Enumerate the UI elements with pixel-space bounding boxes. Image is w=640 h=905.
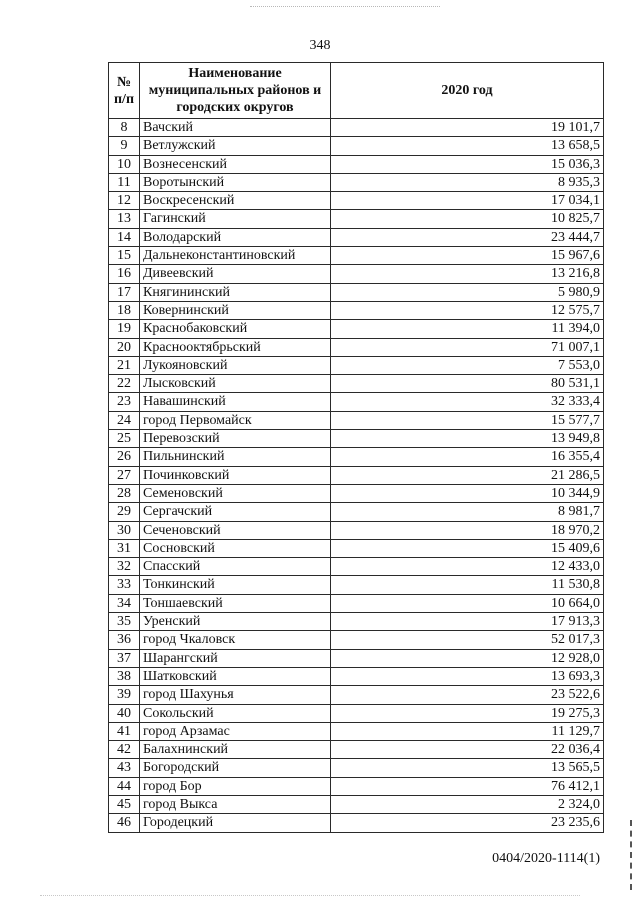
row-value: 15 967,6: [331, 247, 604, 265]
row-value: 13 693,3: [331, 667, 604, 685]
row-number: 33: [109, 576, 140, 594]
row-value: 12 928,0: [331, 649, 604, 667]
row-district-name: город Арзамас: [140, 722, 331, 740]
row-number: 14: [109, 228, 140, 246]
row-value: 23 444,7: [331, 228, 604, 246]
row-district-name: Ковернинский: [140, 301, 331, 319]
row-value: 2 324,0: [331, 795, 604, 813]
table-row: [109, 722, 604, 740]
header-year: 2020 год: [331, 63, 604, 119]
row-number: 10: [109, 155, 140, 173]
row-number: 13: [109, 210, 140, 228]
row-district-name: Гагинский: [140, 210, 331, 228]
row-number: 34: [109, 594, 140, 612]
scan-edge-marks: [630, 820, 634, 890]
table-row: [109, 558, 604, 576]
row-district-name: Вачский: [140, 119, 331, 137]
row-number: 8: [109, 119, 140, 137]
row-value: 21 286,5: [331, 466, 604, 484]
row-district-name: Сергачский: [140, 503, 331, 521]
row-district-name: Воротынский: [140, 173, 331, 191]
row-district-name: Перевозский: [140, 430, 331, 448]
row-number: 31: [109, 539, 140, 557]
row-district-name: Шарангский: [140, 649, 331, 667]
row-number: 28: [109, 484, 140, 502]
table-row: [109, 539, 604, 557]
row-value: 19 101,7: [331, 119, 604, 137]
table-row: [109, 430, 604, 448]
row-district-name: Починковский: [140, 466, 331, 484]
row-value: 17 034,1: [331, 192, 604, 210]
row-district-name: Уренский: [140, 613, 331, 631]
row-number: 15: [109, 247, 140, 265]
table-row: [109, 795, 604, 813]
table-row: [109, 649, 604, 667]
row-district-name: Лукояновский: [140, 356, 331, 374]
table-row: [109, 814, 604, 832]
row-number: 43: [109, 759, 140, 777]
row-district-name: Княгининский: [140, 283, 331, 301]
row-district-name: Краснооктябрьский: [140, 338, 331, 356]
table-body: [109, 119, 604, 833]
row-value: 76 412,1: [331, 777, 604, 795]
row-value: 12 575,7: [331, 301, 604, 319]
row-district-name: Воскресенский: [140, 192, 331, 210]
row-value: 32 333,4: [331, 393, 604, 411]
top-scan-rule: [250, 6, 440, 7]
row-value: 15 036,3: [331, 155, 604, 173]
row-district-name: город Бор: [140, 777, 331, 795]
row-number: 35: [109, 613, 140, 631]
row-number: 29: [109, 503, 140, 521]
row-district-name: Вознесенский: [140, 155, 331, 173]
row-number: 16: [109, 265, 140, 283]
row-number: 27: [109, 466, 140, 484]
row-district-name: Краснобаковский: [140, 320, 331, 338]
row-value: 11 394,0: [331, 320, 604, 338]
row-number: 44: [109, 777, 140, 795]
row-number: 17: [109, 283, 140, 301]
row-district-name: Володарский: [140, 228, 331, 246]
row-value: 22 036,4: [331, 741, 604, 759]
table-row: [109, 119, 604, 137]
table-row: [109, 631, 604, 649]
row-value: 11 129,7: [331, 722, 604, 740]
table-row: [109, 338, 604, 356]
row-number: 41: [109, 722, 140, 740]
row-value: 18 970,2: [331, 521, 604, 539]
table-row: [109, 576, 604, 594]
row-district-name: Городецкий: [140, 814, 331, 832]
row-district-name: Дальнеконстантиновский: [140, 247, 331, 265]
row-value: 19 275,3: [331, 704, 604, 722]
row-value: 52 017,3: [331, 631, 604, 649]
table-row: [109, 759, 604, 777]
row-district-name: Дивеевский: [140, 265, 331, 283]
document-code: 0404/2020-1114(1): [492, 851, 600, 866]
row-district-name: Шатковский: [140, 667, 331, 685]
table-row: [109, 137, 604, 155]
table-row: [109, 521, 604, 539]
row-number: 19: [109, 320, 140, 338]
row-district-name: Тоншаевский: [140, 594, 331, 612]
row-value: 13 949,8: [331, 430, 604, 448]
row-number: 26: [109, 448, 140, 466]
row-value: 8 981,7: [331, 503, 604, 521]
row-value: 13 658,5: [331, 137, 604, 155]
table-row: [109, 210, 604, 228]
table-row: [109, 192, 604, 210]
row-district-name: Сокольский: [140, 704, 331, 722]
row-value: 15 577,7: [331, 411, 604, 429]
row-value: 13 565,5: [331, 759, 604, 777]
row-value: 7 553,0: [331, 356, 604, 374]
row-value: 10 664,0: [331, 594, 604, 612]
row-number: 38: [109, 667, 140, 685]
bottom-scan-rule: [40, 895, 580, 896]
row-value: 16 355,4: [331, 448, 604, 466]
row-number: 11: [109, 173, 140, 191]
row-district-name: Сеченовский: [140, 521, 331, 539]
row-district-name: Спасский: [140, 558, 331, 576]
budget-table: [108, 62, 604, 833]
table-row: [109, 265, 604, 283]
table-row: [109, 283, 604, 301]
row-number: 39: [109, 686, 140, 704]
row-district-name: Семеновский: [140, 484, 331, 502]
table-row: [109, 777, 604, 795]
row-value: 10 344,9: [331, 484, 604, 502]
row-number: 32: [109, 558, 140, 576]
row-value: 71 007,1: [331, 338, 604, 356]
row-number: 45: [109, 795, 140, 813]
table-row: [109, 247, 604, 265]
table-row: [109, 741, 604, 759]
header-number: № п/п: [109, 63, 140, 119]
row-district-name: Пильнинский: [140, 448, 331, 466]
row-number: 22: [109, 375, 140, 393]
row-district-name: Тонкинский: [140, 576, 331, 594]
row-value: 11 530,8: [331, 576, 604, 594]
row-number: 36: [109, 631, 140, 649]
row-value: 15 409,6: [331, 539, 604, 557]
row-number: 24: [109, 411, 140, 429]
row-district-name: город Первомайск: [140, 411, 331, 429]
table-row: [109, 466, 604, 484]
row-district-name: Балахнинский: [140, 741, 331, 759]
row-district-name: Сосновский: [140, 539, 331, 557]
table-row: [109, 484, 604, 502]
row-district-name: город Выкса: [140, 795, 331, 813]
row-number: 12: [109, 192, 140, 210]
table-row: [109, 503, 604, 521]
table-header-row: [109, 63, 604, 119]
row-number: 21: [109, 356, 140, 374]
table-row: [109, 613, 604, 631]
table-row: [109, 301, 604, 319]
row-number: 18: [109, 301, 140, 319]
row-district-name: Ветлужский: [140, 137, 331, 155]
table-row: [109, 393, 604, 411]
row-district-name: Лысковский: [140, 375, 331, 393]
row-value: 10 825,7: [331, 210, 604, 228]
row-number: 42: [109, 741, 140, 759]
table-row: [109, 686, 604, 704]
table-row: [109, 448, 604, 466]
table-row: [109, 411, 604, 429]
table-row: [109, 155, 604, 173]
page-number: 348: [309, 38, 331, 53]
row-number: 23: [109, 393, 140, 411]
row-district-name: Навашинский: [140, 393, 331, 411]
row-value: 17 913,3: [331, 613, 604, 631]
row-number: 40: [109, 704, 140, 722]
row-value: 23 235,6: [331, 814, 604, 832]
table-row: [109, 667, 604, 685]
row-value: 23 522,6: [331, 686, 604, 704]
row-value: 13 216,8: [331, 265, 604, 283]
table-row: [109, 320, 604, 338]
row-value: 5 980,9: [331, 283, 604, 301]
table-row: [109, 228, 604, 246]
row-number: 46: [109, 814, 140, 832]
row-number: 25: [109, 430, 140, 448]
row-district-name: Богородский: [140, 759, 331, 777]
table-row: [109, 704, 604, 722]
row-number: 37: [109, 649, 140, 667]
row-value: 80 531,1: [331, 375, 604, 393]
row-number: 9: [109, 137, 140, 155]
row-number: 20: [109, 338, 140, 356]
header-name: Наименование муниципальных районов и городских округов: [140, 63, 331, 119]
table-row: [109, 173, 604, 191]
table-row: [109, 594, 604, 612]
row-district-name: город Шахунья: [140, 686, 331, 704]
row-number: 30: [109, 521, 140, 539]
row-district-name: город Чкаловск: [140, 631, 331, 649]
row-value: 8 935,3: [331, 173, 604, 191]
row-value: 12 433,0: [331, 558, 604, 576]
table-row: [109, 375, 604, 393]
table-row: [109, 356, 604, 374]
